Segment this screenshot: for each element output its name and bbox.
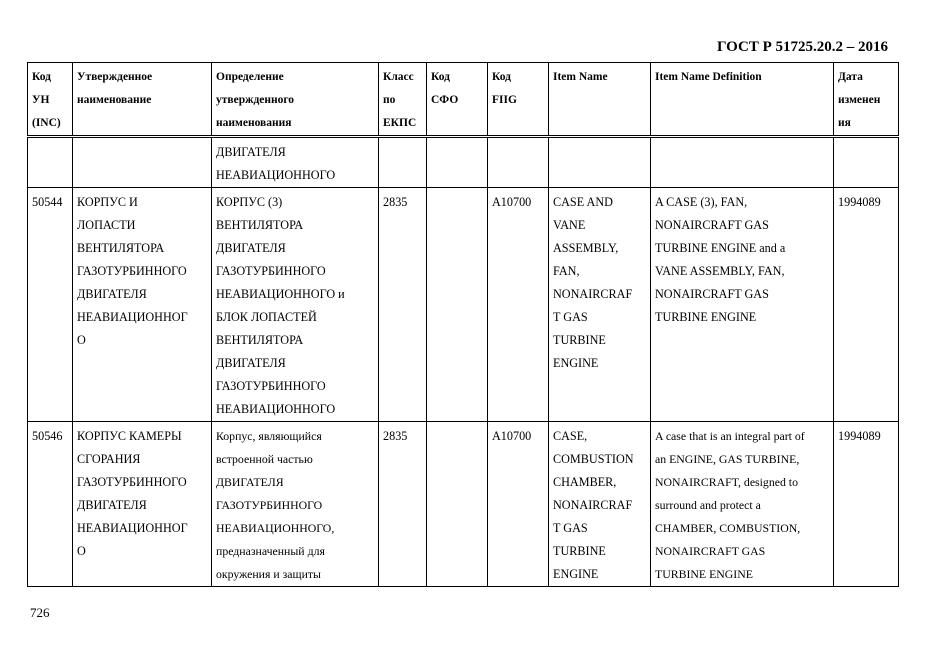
table-row-continuation xyxy=(28,137,899,188)
cell-item-name: CASE AND VANE ASSEMBLY, FAN, NONAIRCRAF T GAS TURBINE ENGINE xyxy=(549,188,651,422)
header-date: Дата изменен ия xyxy=(834,63,899,137)
header-item-name: Item Name xyxy=(549,63,651,137)
page-number: 726 xyxy=(30,605,50,620)
cell-class: 2835 xyxy=(379,422,427,587)
header-definition: Определение утвержденного наименования xyxy=(212,63,379,137)
cell-approved-name: КОРПУС КАМЕРЫ СГОРАНИЯ ГАЗОТУРБИННОГО ДВИГАТЕЛЯ НЕАВИАЦИОННОГ О xyxy=(73,422,212,587)
header-sfo: Код СФО xyxy=(427,63,488,137)
cell-inc: 50546 xyxy=(28,422,73,587)
cell-sfo xyxy=(427,188,488,422)
cell-fiig: A10700 xyxy=(488,422,549,587)
document-standard-header: ГОСТ Р 51725.20.2 – 2016 xyxy=(716,39,888,55)
cell-fiig: A10700 xyxy=(488,188,549,422)
header-item-name-definition: Item Name Definition xyxy=(651,63,834,137)
cell-definition: КОРПУС (3) ВЕНТИЛЯТОРА ДВИГАТЕЛЯ ГАЗОТУРБИННОГО НЕАВИАЦИОННОГО и БЛОК ЛОПАСТЕЙ ВЕНТИЛЯТОРА ДВИГАТЕЛЯ ГАЗОТУРБИННОГО НЕАВИАЦИОННОГО xyxy=(212,188,379,422)
cell-item-name xyxy=(549,137,651,188)
cell-item-name: CASE, COMBUSTION CHAMBER, NONAIRCRAF T GAS TURBINE ENGINE xyxy=(549,422,651,587)
cell-inc: 50544 xyxy=(28,188,73,422)
table-header-row xyxy=(28,63,899,137)
cell-item-name-definition xyxy=(651,137,834,188)
cell-approved-name: КОРПУС И ЛОПАСТИ ВЕНТИЛЯТОРА ГАЗОТУРБИННОГО ДВИГАТЕЛЯ НЕАВИАЦИОННОГ О xyxy=(73,188,212,422)
cell-definition: ДВИГАТЕЛЯ НЕАВИАЦИОННОГО xyxy=(212,137,379,188)
cell-sfo xyxy=(427,137,488,188)
cell-approved-name xyxy=(73,137,212,188)
cell-class: 2835 xyxy=(379,188,427,422)
header-approved-name: Утвержденное наименование xyxy=(73,63,212,137)
table-row xyxy=(28,188,899,422)
cell-date xyxy=(834,137,899,188)
cell-item-name-definition: A CASE (3), FAN, NONAIRCRAFT GAS TURBINE ENGINE and a VANE ASSEMBLY, FAN, NONAIRCRAFT GAS TURBINE ENGINE xyxy=(651,188,834,422)
header-fiig: Код FIIG xyxy=(488,63,549,137)
cell-inc xyxy=(28,137,73,188)
cell-fiig xyxy=(488,137,549,188)
cell-sfo xyxy=(427,422,488,587)
header-class: Класс по ЕКПС xyxy=(379,63,427,137)
cell-definition: Корпус, являющийся встроенной частью ДВИГАТЕЛЯ ГАЗОТУРБИННОГО НЕАВИАЦИОННОГО, предназначенный для окружения и защиты xyxy=(212,422,379,587)
cell-date: 1994089 xyxy=(834,188,899,422)
cell-class xyxy=(379,137,427,188)
table-row xyxy=(28,422,899,587)
header-inc: Код УН (INC) xyxy=(28,63,73,137)
cell-date: 1994089 xyxy=(834,422,899,587)
catalog-table xyxy=(27,62,899,587)
cell-item-name-definition: A case that is an integral part of an ENGINE, GAS TURBINE, NONAIRCRAFT, designed to surround and protect a CHAMBER, COMBUSTION, NONAIRCRAFT GAS TURBINE ENGINE xyxy=(651,422,834,587)
